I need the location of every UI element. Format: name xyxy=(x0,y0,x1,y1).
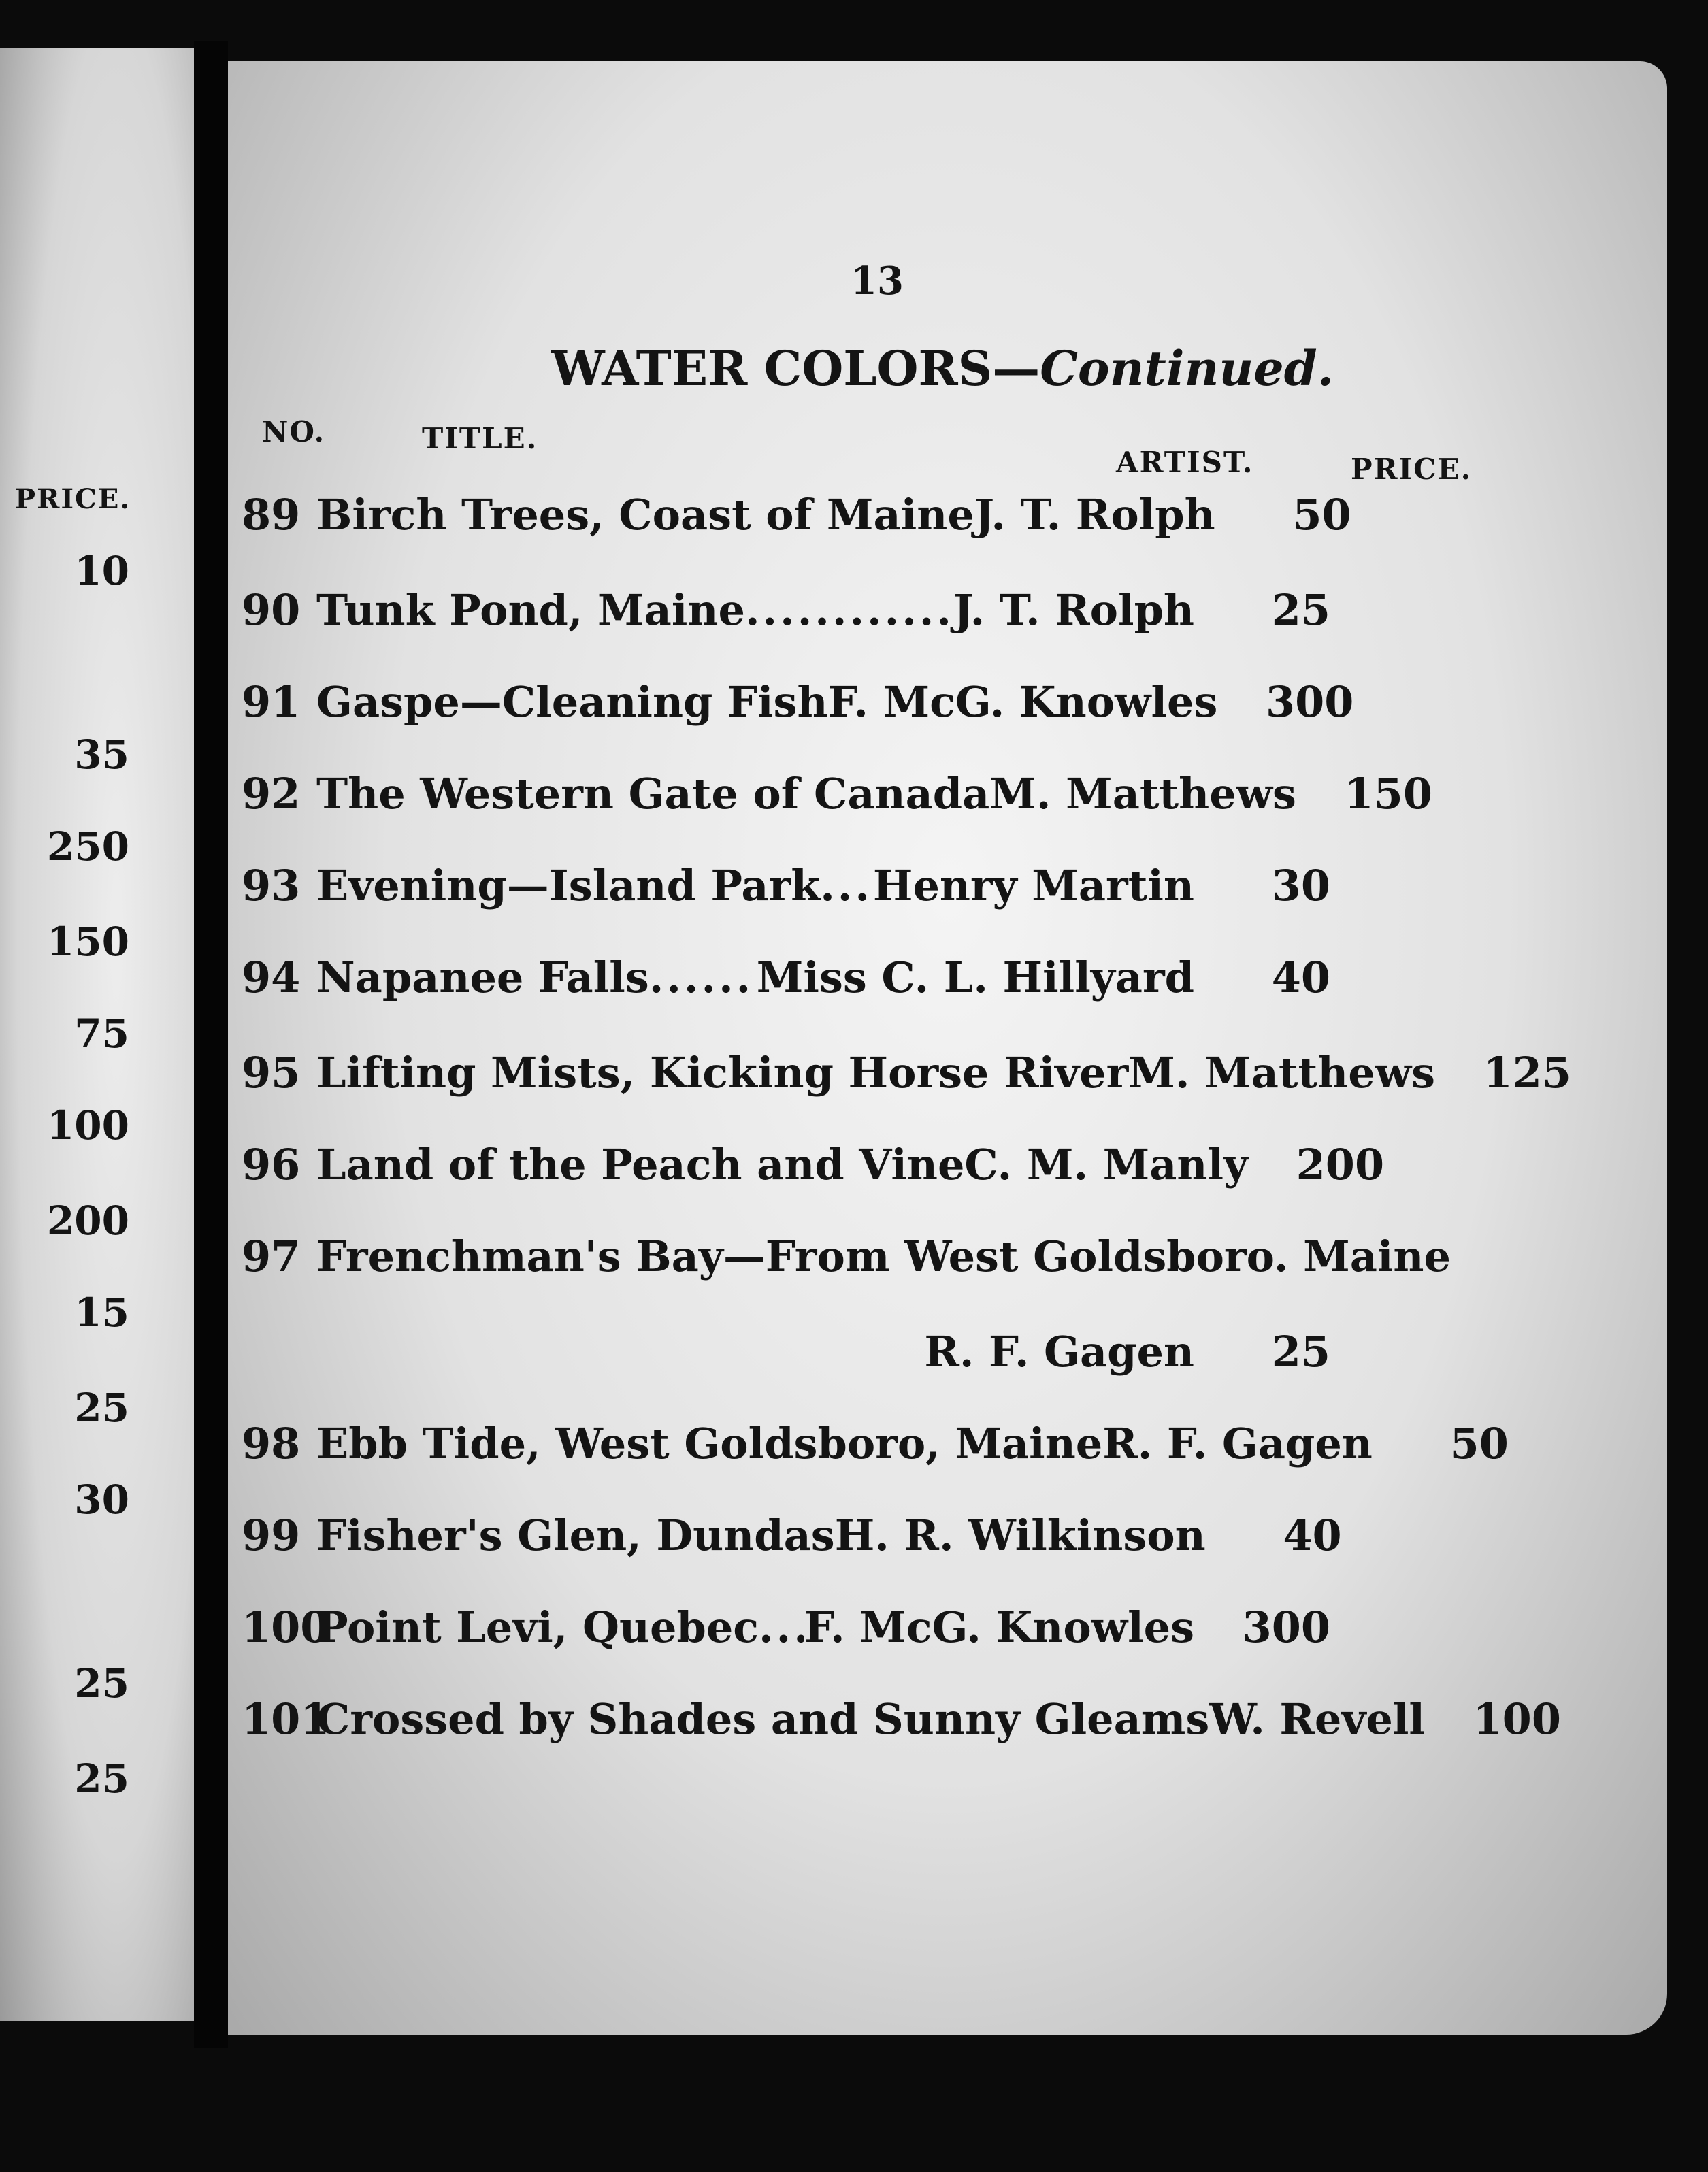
heading-main: WATER COLORS— xyxy=(551,340,1040,397)
catalog-entry-continuation xyxy=(242,1327,1330,1381)
entry-artist: W. Revell xyxy=(1209,1694,1425,1744)
entry-number: 91 xyxy=(242,677,301,727)
left-price: 150 xyxy=(46,919,129,965)
entry-title: Birch Trees, Coast of Maine xyxy=(316,490,974,540)
entry-artist: M. Matthews xyxy=(989,769,1296,819)
entry-price: 300 xyxy=(1242,1602,1330,1652)
entry-price: 50 xyxy=(1449,1419,1509,1468)
catalog-entry xyxy=(242,1048,1571,1102)
page-number: 13 xyxy=(851,259,904,303)
entry-artist: Miss C. L. Hillyard xyxy=(756,953,1194,1002)
entry-title: Point Levi, Quebec xyxy=(316,1602,759,1652)
catalog-entry xyxy=(242,677,1354,731)
entry-title: Napanee Falls xyxy=(316,953,649,1002)
catalog-entry xyxy=(242,1140,1385,1194)
entry-price: 40 xyxy=(1271,953,1330,1002)
entry-number: 95 xyxy=(242,1048,301,1098)
left-price: 200 xyxy=(46,1198,129,1244)
entry-artist: F. McG. Knowles xyxy=(804,1602,1194,1652)
catalog-entry xyxy=(242,769,1432,823)
left-price: 25 xyxy=(74,1756,129,1802)
entry-price: 200 xyxy=(1296,1140,1385,1189)
left-price: 15 xyxy=(74,1289,129,1336)
entry-number: 93 xyxy=(242,861,301,910)
entry-price: 30 xyxy=(1271,861,1330,910)
left-price: 35 xyxy=(74,731,129,778)
left-price: 250 xyxy=(46,823,129,870)
entry-number: 98 xyxy=(242,1419,301,1468)
entry-price: 150 xyxy=(1344,769,1432,819)
left-price: 30 xyxy=(74,1477,129,1523)
entry-artist: Henry Martin xyxy=(872,861,1194,910)
entry-price: 50 xyxy=(1292,490,1351,540)
entry-price: 125 xyxy=(1483,1048,1571,1098)
entry-price: 100 xyxy=(1473,1694,1561,1744)
heading-continued: Continued. xyxy=(1040,340,1334,397)
entry-number: 96 xyxy=(242,1140,301,1189)
previous-page-strip xyxy=(0,48,194,2021)
section-heading xyxy=(551,340,1334,397)
entry-title: Evening—Island Park xyxy=(316,861,821,910)
entry-number: 89 xyxy=(242,490,301,540)
entry-number: 101 xyxy=(242,1694,330,1744)
dot-leader xyxy=(649,953,757,1002)
entry-artist: F. McG. Knowles xyxy=(827,677,1218,727)
entry-title: Fisher's Glen, Dundas xyxy=(316,1511,835,1560)
entry-number: 90 xyxy=(242,585,301,635)
entry-artist: J. T. Rolph xyxy=(974,490,1215,540)
entry-title: Lifting Mists, Kicking Horse River xyxy=(316,1048,1129,1098)
book-gutter xyxy=(194,41,228,2048)
catalog-entry xyxy=(242,1419,1509,1473)
entry-title: Land of the Peach and Vine xyxy=(316,1140,965,1189)
entry-number: 100 xyxy=(242,1602,330,1652)
column-header-no: NO. xyxy=(262,415,326,448)
left-price: 25 xyxy=(74,1385,129,1431)
left-price: 25 xyxy=(74,1660,129,1707)
entry-price: 300 xyxy=(1265,677,1354,727)
left-price-header: PRICE. xyxy=(15,483,131,515)
entry-artist: C. M. Manly xyxy=(964,1140,1249,1189)
catalog-entry xyxy=(242,490,1351,544)
entry-artist: R. F. Gagen xyxy=(924,1327,1194,1377)
column-header-price: PRICE. xyxy=(1351,452,1473,486)
entry-title: Frenchman's Bay—From West Goldsboro. Maine xyxy=(316,1232,1451,1281)
left-price: 100 xyxy=(46,1102,129,1149)
entry-price: 40 xyxy=(1283,1511,1342,1560)
column-header-title: TITLE. xyxy=(422,422,538,455)
dot-leader xyxy=(745,585,953,635)
left-price: 10 xyxy=(74,548,129,594)
catalog-entry xyxy=(242,861,1330,915)
catalog-entry xyxy=(242,953,1330,1007)
entry-number: 97 xyxy=(242,1232,301,1281)
entry-number: 99 xyxy=(242,1511,301,1560)
entry-artist: H. R. Wilkinson xyxy=(834,1511,1206,1560)
entry-title: Gaspe—Cleaning Fish xyxy=(316,677,828,727)
entry-number: 94 xyxy=(242,953,301,1002)
entry-price: 25 xyxy=(1271,585,1330,635)
column-header-artist: ARTIST. xyxy=(1116,446,1254,479)
catalog-entry xyxy=(242,585,1330,640)
entry-artist: J. T. Rolph xyxy=(953,585,1194,635)
dot-leader xyxy=(820,861,873,910)
catalog-entry xyxy=(242,1602,1330,1657)
catalog-entry xyxy=(242,1511,1342,1565)
entry-title: Crossed by Shades and Sunny Gleams xyxy=(316,1694,1210,1744)
dot-leader xyxy=(759,1602,804,1652)
entry-title: Tunk Pond, Maine xyxy=(316,585,745,635)
catalog-entry xyxy=(242,1232,1451,1286)
entry-title: The Western Gate of Canada xyxy=(316,769,990,819)
entry-artist: M. Matthews xyxy=(1128,1048,1435,1098)
entry-number: 92 xyxy=(242,769,301,819)
catalog-entry xyxy=(242,1694,1561,1749)
left-price: 75 xyxy=(74,1010,129,1057)
entry-title: Ebb Tide, West Goldsboro, Maine xyxy=(316,1419,1103,1468)
entry-artist: R. F. Gagen xyxy=(1102,1419,1373,1468)
entry-price: 25 xyxy=(1271,1327,1330,1377)
